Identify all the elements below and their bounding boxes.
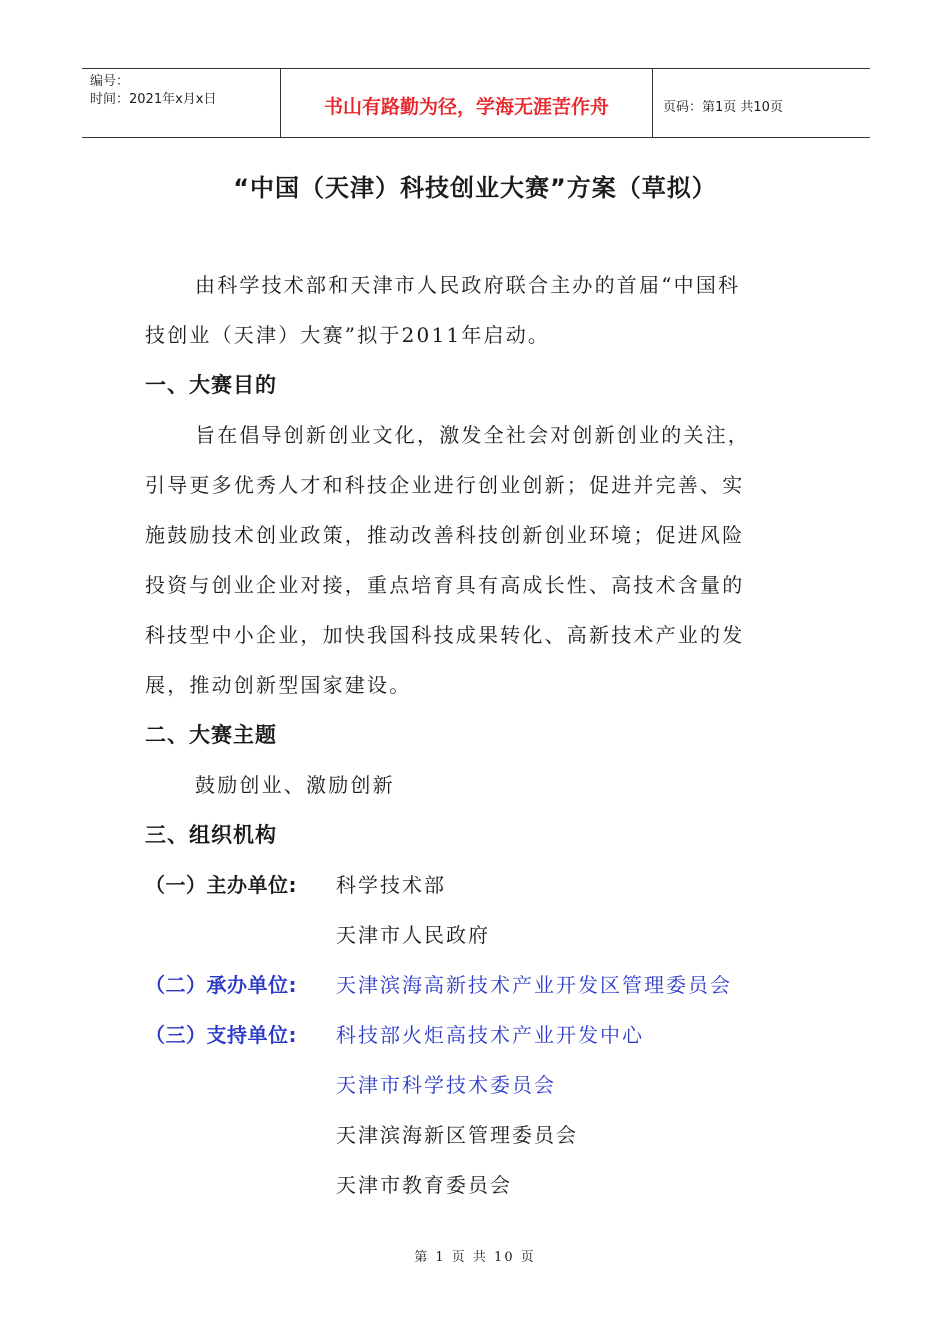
section-heading: 一、大赛目的 <box>145 373 277 397</box>
document-body <box>145 264 815 1214</box>
host-value: 科学技术部 <box>336 873 446 897</box>
org-row-host <box>145 864 815 914</box>
paragraph-line: 施鼓励技术创业政策，推动改善科技创新创业环境；促进风险 <box>145 523 745 547</box>
document-title: “中国（天津）科技创业大赛”方案（草拟） <box>233 174 717 202</box>
paragraph-line: 展，推动创新型国家建设。 <box>145 673 412 697</box>
host-value: 天津市人民政府 <box>336 923 490 947</box>
org-row-organizer <box>145 964 815 1014</box>
section-heading: 二、大赛主题 <box>145 723 277 747</box>
org-row-support <box>145 1014 815 1064</box>
paragraph-line: 引导更多优秀人才和科技企业进行创业创新；促进并完善、实 <box>145 473 745 497</box>
header-meta <box>82 69 281 137</box>
support-label: （三）支持单位: <box>145 1023 297 1047</box>
organizer-label: （二）承办单位: <box>145 973 297 997</box>
time-label: 时间：2021年x月x日 <box>90 92 217 107</box>
paragraph-line: 投资与创业企业对接，重点培育具有高成长性、高技术含量的 <box>145 573 745 597</box>
page-footer: 第 1 页 共 10 页 <box>414 1250 536 1265</box>
serial-label: 编号： <box>90 74 130 89</box>
intro-line: 由科学技术部和天津市人民政府联合主办的首届“中国科 <box>195 273 741 297</box>
header-page-info: 页码：第1页 共10页 <box>663 99 783 115</box>
page-header <box>82 68 870 138</box>
organizer-value: 天津滨海高新技术产业开发区管理委员会 <box>336 973 732 997</box>
paragraph-line: 旨在倡导创新创业文化，激发全社会对创新创业的关注， <box>195 423 750 447</box>
host-label: （一）主办单位: <box>145 873 297 897</box>
support-value: 天津市科学技术委员会 <box>336 1073 556 1097</box>
theme-text: 鼓励创业、激励创新 <box>195 773 395 797</box>
section-heading: 三、组织机构 <box>145 823 277 847</box>
paragraph-line: 科技型中小企业，加快我国科技成果转化、高新技术产业的发 <box>145 623 745 647</box>
intro-line: 技创业（天津）大赛”拟于2011年启动。 <box>145 323 551 347</box>
header-motto: 书山有路勤为径，学海无涯苦作舟 <box>281 69 653 137</box>
support-value: 天津滨海新区管理委员会 <box>336 1123 578 1147</box>
support-value: 科技部火炬高技术产业开发中心 <box>336 1023 644 1047</box>
support-value: 天津市教育委员会 <box>336 1173 512 1197</box>
